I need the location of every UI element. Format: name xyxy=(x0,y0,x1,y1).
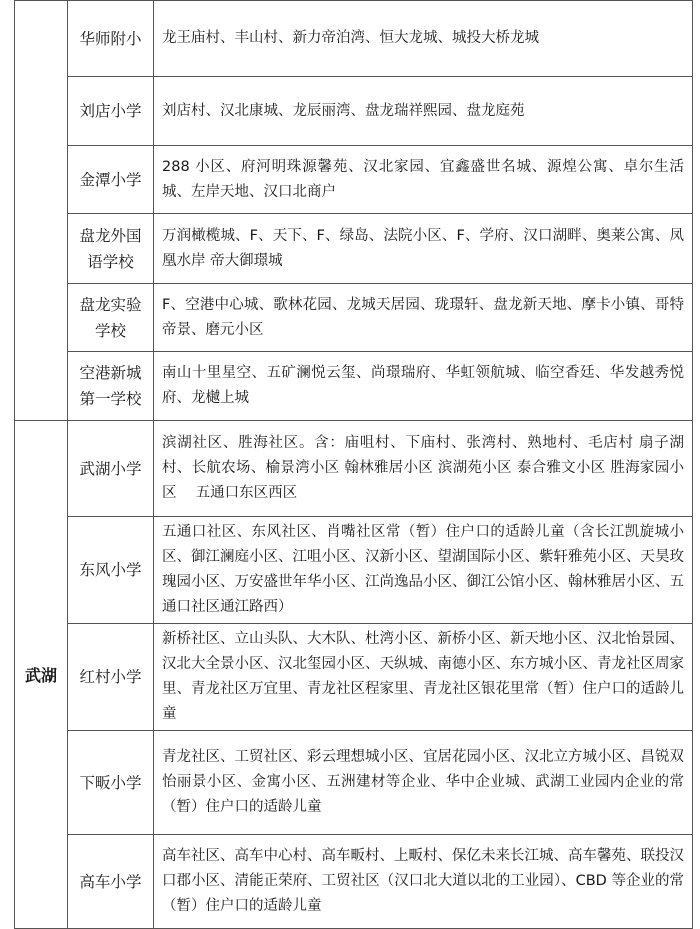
catchment-area: 南山十里星空、五矿澜悦云玺、尚璟瑞府、华虹领航城、临空香廷、华发越秀悦府、龙樾上城 xyxy=(154,352,693,421)
table-row xyxy=(15,624,693,731)
school-district-table xyxy=(14,0,693,929)
school-name: 盘龙外国语学校 xyxy=(68,214,154,284)
table-row xyxy=(15,421,693,517)
table-row xyxy=(15,284,693,352)
school-name: 红村小学 xyxy=(68,624,154,731)
school-name: 东风小学 xyxy=(68,517,154,624)
table-row xyxy=(15,517,693,624)
catchment-area: F、空港中心城、歌林花园、龙城天居园、珑璟轩、盘龙新天地、摩卡小镇、哥特帝景、磨元小区 xyxy=(154,284,693,352)
catchment-area: 新桥社区、立山头队、大木队、杜湾小区、新桥小区、新天地小区、汉北怡景园、汉北大全景小区、汉北玺园小区、天纵城、南德小区、东方城小区、青龙社区周家里、青龙社区万宜里、青龙社区程家里、青龙社区银花里常（暂）住户口的适龄儿童 xyxy=(154,624,693,731)
table-row xyxy=(15,731,693,835)
table-row xyxy=(15,835,693,929)
catchment-area: 高车社区、高车中心村、高车畈村、上畈村、保亿未来长江城、高车馨苑、联投汉口郡小区、清能正荣府、工贸社区（汉口北大道以北的工业园）、CBD 等企业的常（暂）住户口的适龄儿童 xyxy=(154,835,693,929)
district-cell-blank xyxy=(15,1,68,421)
catchment-area: 万润橄榄城、F、天下、F、绿岛、法院小区、F、学府、汉口湖畔、奥莱公寓、凤凰水岸 帝大御璟城 xyxy=(154,214,693,284)
catchment-area: 288 小区、府河明珠源馨苑、汉北家园、宜鑫盛世名城、源煌公寓、卓尔生活城、左岸天地、汉口北商户 xyxy=(154,146,693,214)
school-name: 空港新城第一学校 xyxy=(68,352,154,421)
school-name: 刘店小学 xyxy=(68,77,154,146)
school-name: 武湖小学 xyxy=(68,421,154,517)
table-row xyxy=(15,146,693,214)
catchment-area: 龙王庙村、丰山村、新力帝泊湾、恒大龙城、城投大桥龙城 xyxy=(154,1,693,77)
catchment-area: 滨湖社区、胜海社区。含：庙咀村、下庙村、张湾村、熟地村、毛店村 扇子湖村、长航农场、榆景湾小区 翰林雅居小区 滨湖苑小区 泰合雅文小区 胜海家园小区 五通口东区西区 xyxy=(154,421,693,517)
school-name: 盘龙实验学校 xyxy=(68,284,154,352)
table-row xyxy=(15,214,693,284)
school-name: 下畈小学 xyxy=(68,731,154,835)
school-name: 高车小学 xyxy=(68,835,154,929)
catchment-area: 青龙社区、工贸社区、彩云理想城小区、宜居花园小区、汉北立方城小区、昌锐双怡丽景小区、金寓小区、五洲建材等企业、华中企业城、武湖工业园内企业的常（暂）住户口的适龄儿童 xyxy=(154,731,693,835)
table-row xyxy=(15,1,693,77)
catchment-area: 五通口社区、东风社区、肖嘴社区常（暂）住户口的适龄儿童（含长江凯旋城小区、御江澜庭小区、江咀小区、汉新小区、望湖国际小区、紫轩雅苑小区、天昊玫瑰园小区、万安盛世年华小区、江尚逸品小区、御江公馆小区、翰林雅居小区、五通口社区通江路西） xyxy=(154,517,693,624)
table-row xyxy=(15,77,693,146)
catchment-area: 刘店村、汉北康城、龙辰丽湾、盘龙瑞祥熙园、盘龙庭苑 xyxy=(154,77,693,146)
school-name: 金潭小学 xyxy=(68,146,154,214)
table-row xyxy=(15,352,693,421)
district-cell: 武湖 xyxy=(15,421,68,929)
school-name: 华师附小 xyxy=(68,1,154,77)
